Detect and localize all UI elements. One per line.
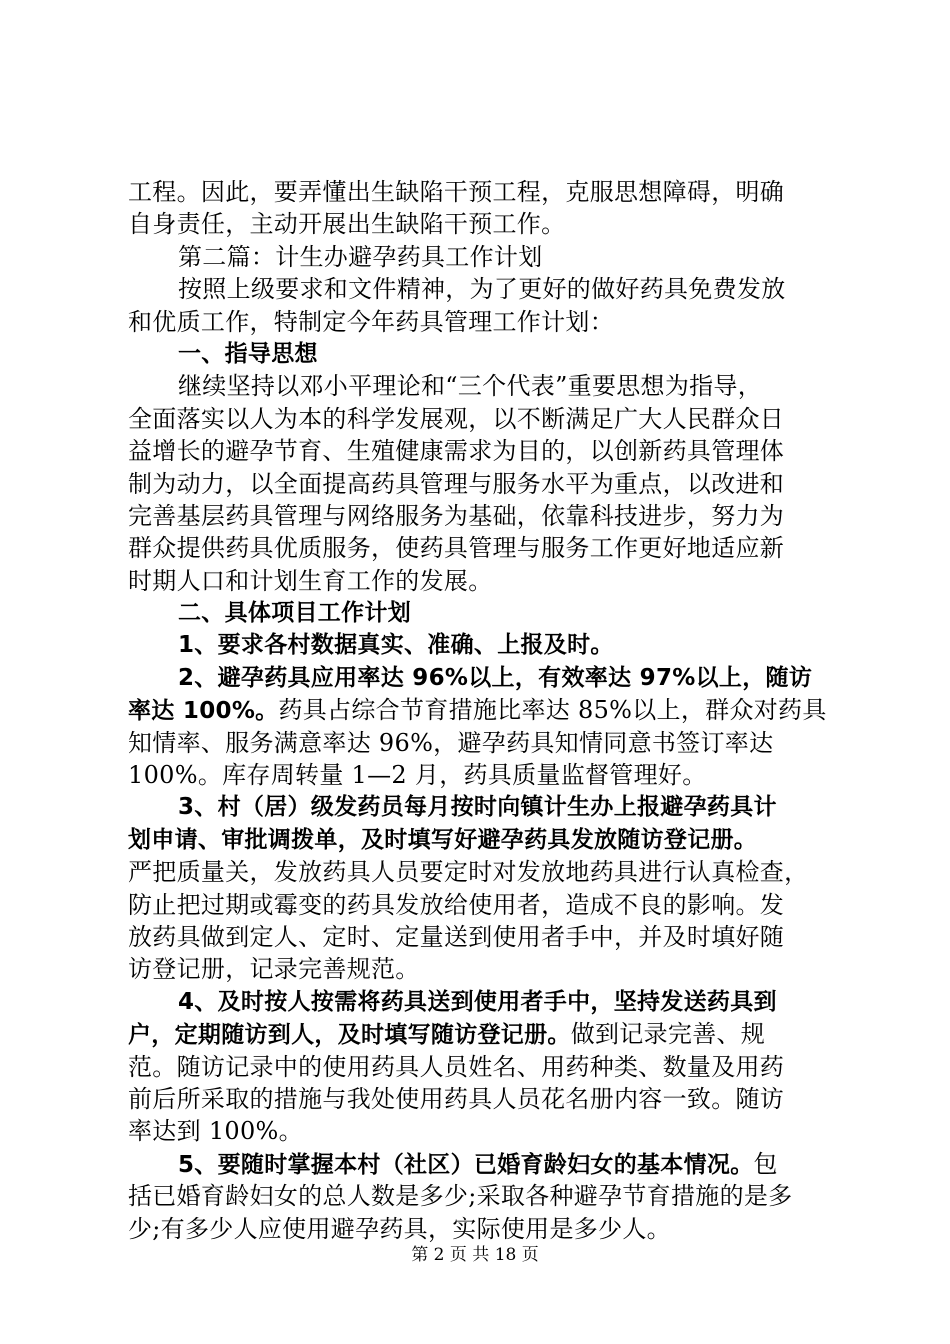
- paragraph-line: [128, 1018, 828, 1050]
- paragraph-line: 访登记册，记录完善规范。: [128, 955, 420, 984]
- paragraph-line: 和优质工作，特制定今年药具管理工作计划：: [128, 307, 614, 336]
- paragraph-line: 群众提供药具优质服务，使药具管理与服务工作更好地适应新: [128, 534, 785, 563]
- normal-run: 做到记录完善、规: [570, 1020, 766, 1049]
- paragraph-line: 益增长的避孕节育、生殖健康需求为目的，以创新药具管理体: [128, 437, 785, 466]
- paragraph-line: 100%。库存周转量 1—2 月，药具质量监督管理好。: [128, 761, 707, 790]
- bold-run: 户，定期随访到人，及时填写随访登记册。: [128, 1022, 571, 1049]
- paragraph-line: 工程。因此，要弄懂出生缺陷干预工程，克服思想障碍，明确: [128, 178, 785, 206]
- plan-item-4: 4、及时按人按需将药具送到使用者手中，坚持发送药具到: [178, 988, 777, 1015]
- paragraph-line: 自身责任，主动开展出生缺陷干预工作。: [128, 210, 566, 239]
- paragraph-line: 时期人口和计划生育工作的发展。: [128, 566, 493, 595]
- paragraph-line: 完善基层药具管理与网络服务为基础，依靠科技进步，努力为: [128, 501, 785, 530]
- heading-guiding-thought: 一、指导思想: [178, 340, 318, 367]
- heading-project-plan: 二、具体项目工作计划: [178, 600, 411, 627]
- plan-item-5: [128, 1148, 828, 1180]
- paragraph-line: 少;有多少人应使用避孕药具，实际使用是多少人。: [128, 1214, 671, 1243]
- paragraph-line: 知情率、服务满意率达 96%，避孕药具知情同意书签订率达: [128, 728, 774, 757]
- paragraph-line: 全面落实以人为本的科学发展观，以不断满足广大人民群众日: [128, 404, 785, 433]
- paragraph-line: 率达到 100%。: [128, 1117, 303, 1146]
- normal-run: 药具占综合节育措施比率达 85%以上，群众对药具: [278, 696, 827, 725]
- paragraph-line: 前后所采取的措施与我处使用药具人员花名册内容一致。随访: [128, 1084, 785, 1113]
- bold-run: 5、要随时掌握本村（社区）已婚育龄妇女的基本情况。: [178, 1151, 754, 1178]
- bold-run: 率达 100%。: [128, 698, 279, 725]
- paragraph-line: 划申请、审批调拨单，及时填写好避孕药具发放随访登记册。: [128, 826, 758, 853]
- paragraph-line: 按照上级要求和文件精神，为了更好的做好药具免费发放: [178, 275, 786, 304]
- paragraph-line: 制为动力，以全面提高药具管理与服务水平为重点，以改进和: [128, 469, 785, 498]
- paragraph-line: [128, 694, 828, 726]
- paragraph-line: 放药具做到定人、定时、定量送到使用者手中，并及时填好随: [128, 922, 785, 951]
- normal-run: 包: [753, 1149, 778, 1178]
- paragraph-line: 括已婚育龄妇女的总人数是多少;采取各种避孕节育措施的是多: [128, 1182, 793, 1211]
- plan-item-2: 2、避孕药具应用率达 96%以上，有效率达 97%以上，随访: [178, 664, 813, 691]
- plan-item-3: 3、村（居）级发药员每月按时向镇计生办上报避孕药具计: [178, 794, 777, 821]
- plan-item-1: 1、要求各村数据真实、准确、上报及时。: [178, 632, 614, 659]
- section-title: 第二篇：计生办避孕药具工作计划: [178, 242, 543, 271]
- paragraph-line: 继续坚持以邓小平理论和“三个代表”重要思想为指导，: [178, 372, 763, 401]
- paragraph-line: 防止把过期或霉变的药具发放给使用者，造成不良的影响。发: [128, 890, 785, 919]
- paragraph-line: 范。随访记录中的使用药具人员姓名、用药种类、数量及用药: [128, 1052, 785, 1081]
- page-footer: 第 2 页 共 18 页: [411, 1245, 539, 1265]
- document-body: [128, 176, 828, 1245]
- paragraph-line: 严把质量关，发放药具人员要定时对发放地药具进行认真检查，: [128, 858, 809, 887]
